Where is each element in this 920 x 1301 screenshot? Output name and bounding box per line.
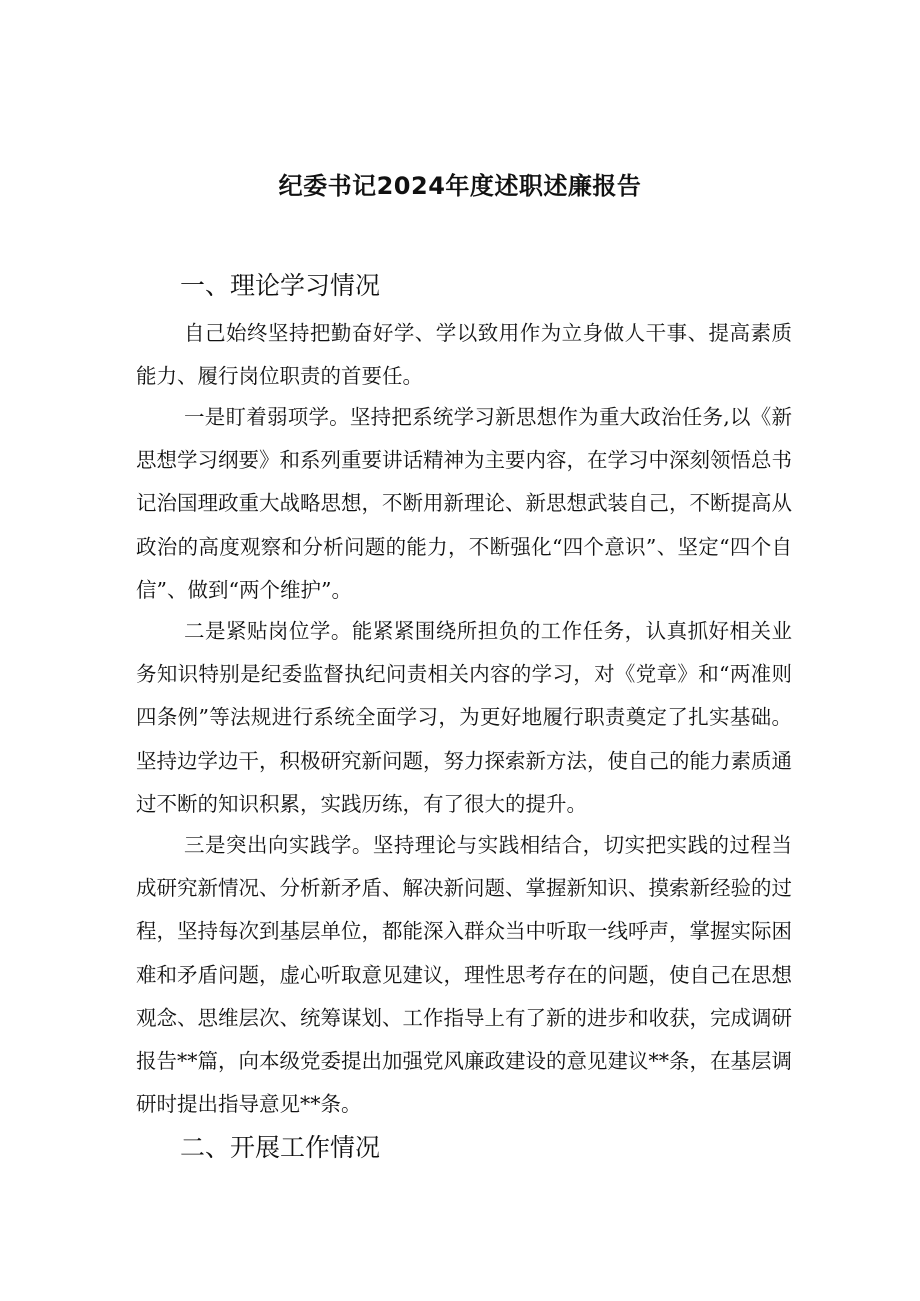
section-heading-work-status: 二、开展工作情况 [180,1133,381,1162]
document-title: 纪委书记2024年度述职述廉报告 [278,172,642,200]
section-heading-theory-study: 一、理论学习情况 [180,271,381,300]
paragraph-practice-study: 三是突出向实践学。坚持理论与实践相结合，切实把实践的过程当成研究新情况、分析新矛盾、解决新问题、掌握新知识、摸索新经验的过程，坚持每次到基层单位，都能深入群众当中听取一线呼声，掌握实际困难和矛盾问题，虚心听取意见建议，理性思考存在的问题，使自己在思想观念、思维层次、统筹谋划、工作指导上有了新的进步和收获，完成调研报告**篇，向本级党委提出加强党风廉政建设的意见建议**条，在基层调研时提出指导意见**条。 [136,833,792,1117]
paragraph-position-study: 二是紧贴岗位学。能紧紧围绕所担负的工作任务，认真抓好相关业务知识特别是纪委监督执纪问责相关内容的学习，对《党章》和“两准则四条例”等法规进行系统全面学习，为更好地履行职责奠定了扎实基础。坚持边学边干，积极研究新问题，努力探索新方法，使自己的能力素质通过不断的知识积累，实践历练，有了很大的提升。 [136,619,792,816]
paragraph-intro: 自己始终坚持把勤奋好学、学以致用作为立身做人干事、提高素质能力、履行岗位职责的首要任。 [136,321,792,389]
paragraph-weakness-study: 一是盯着弱项学。坚持把系统学习新思想作为重大政治任务,以《新思想学习纲要》和系列重要讲话精神为主要内容，在学习中深刻领悟总书记治国理政重大战略思想，不断用新理论、新思想武装自己，不断提高从政治的高度观察和分析问题的能力，不断强化“四个意识”、坚定“四个自信”、做到“两个维护”。 [136,405,792,602]
